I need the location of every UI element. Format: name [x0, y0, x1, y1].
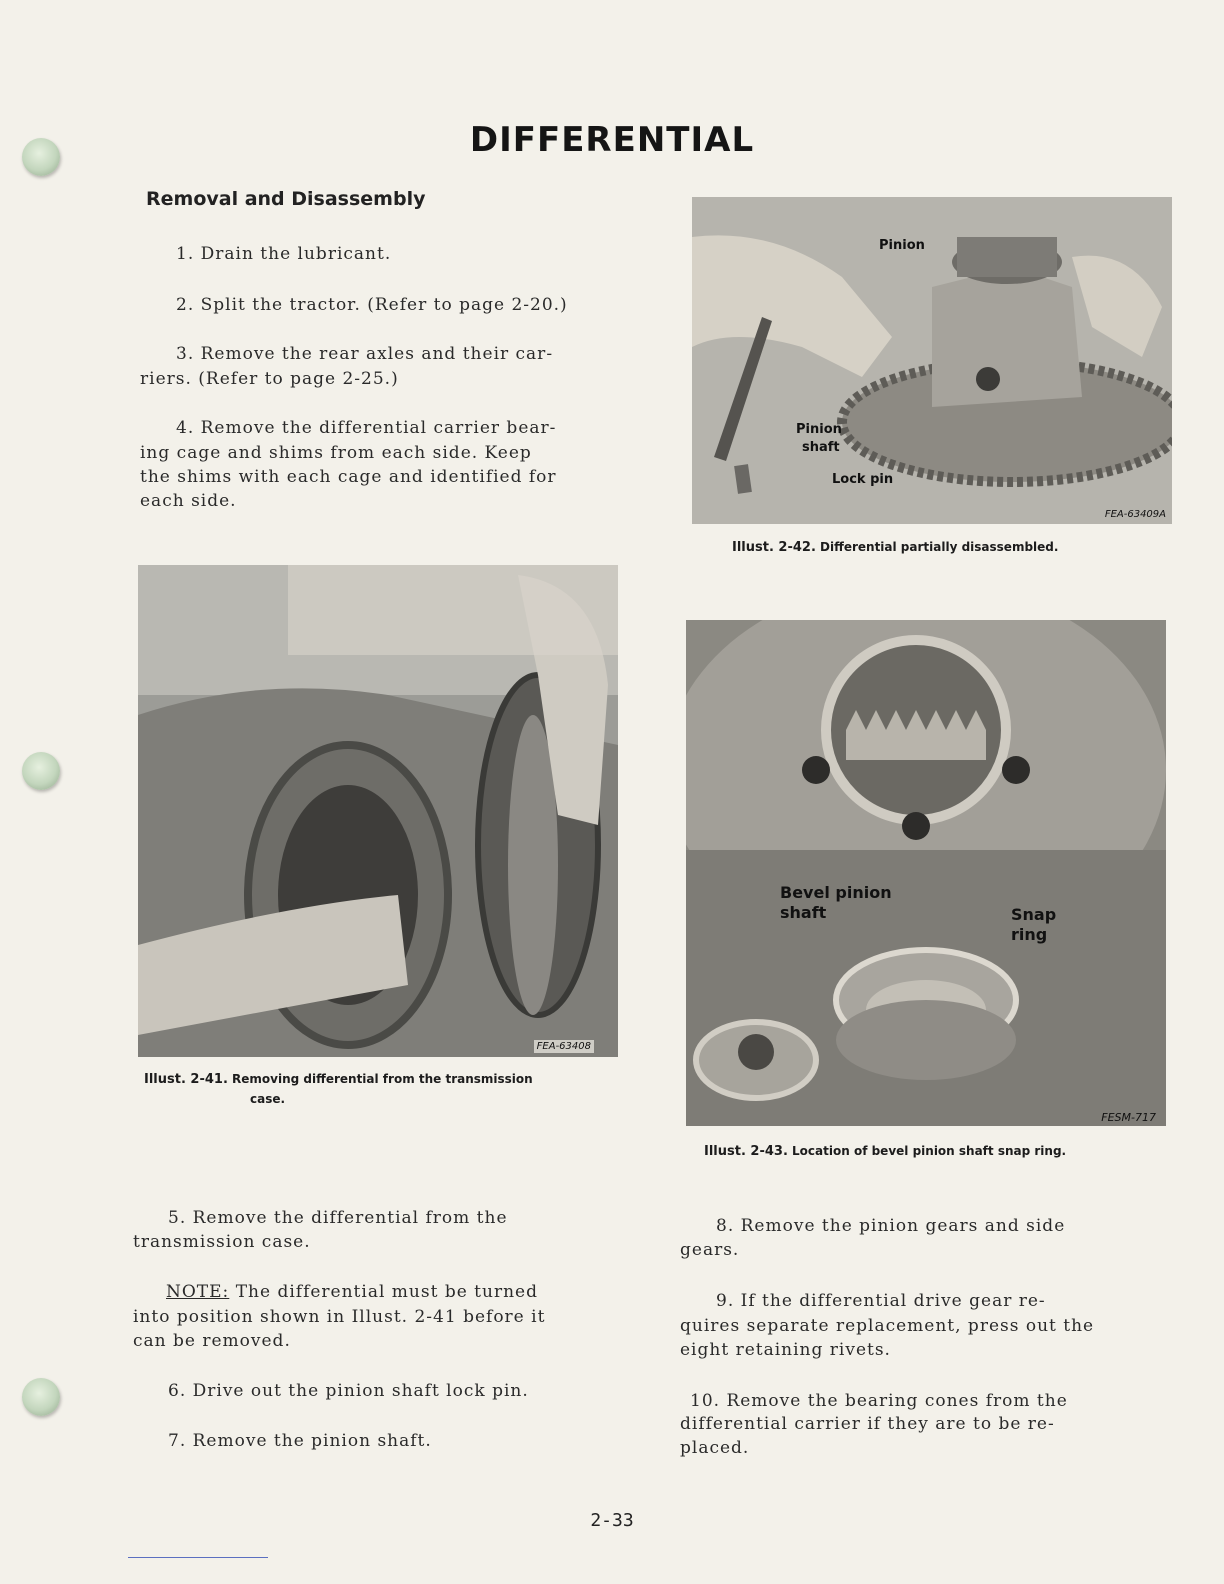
illustration-2-42-photo — [692, 197, 1172, 524]
caption-illust-2-43 — [704, 1142, 1066, 1161]
step-5-line-2: transmission case. — [133, 1232, 311, 1252]
figure-code-fea-63409a: FEA-63409A — [1104, 509, 1166, 520]
callout-bevel-pinion-line-1: Bevel pinion — [780, 883, 892, 902]
step-4-line-4: each side. — [140, 491, 237, 511]
callout-snap-ring-line-2: ring — [1011, 925, 1048, 944]
note-line-3: can be removed. — [133, 1331, 291, 1351]
step-2: 2. Split the tractor. (Refer to page 2-20.) — [176, 295, 568, 315]
step-4-line-2: ing cage and shims from each side. Keep — [140, 443, 532, 463]
step-4-line-1: 4. Remove the differential carrier bear- — [176, 418, 557, 438]
illustration-2-43-photo — [686, 620, 1166, 1126]
photo-bevel-pinion-shaft-snap-ring — [686, 620, 1166, 1126]
note-text-1: The differential must be turned — [229, 1282, 538, 1302]
callout-pinion: Pinion — [879, 238, 925, 253]
step-3-line-1: 3. Remove the rear axles and their car- — [176, 344, 554, 364]
step-10-line-2: differential carrier if they are to be re- — [680, 1414, 1055, 1434]
figure-code-fesm-717: FESM-717 — [1101, 1111, 1156, 1124]
caption-label-2-42: Illust. 2-42. — [732, 540, 816, 555]
caption-text-2-41: Removing differential from the transmission — [232, 1072, 533, 1086]
callout-pinion-shaft-line-2: shaft — [802, 440, 840, 455]
caption-label-2-43: Illust. 2-43. — [704, 1144, 788, 1159]
caption-illust-2-42 — [732, 538, 1058, 557]
page-number: 2-33 — [590, 1510, 634, 1531]
step-8-line-2: gears. — [680, 1240, 740, 1260]
step-3-line-2: riers. (Refer to page 2-25.) — [140, 369, 399, 389]
callout-pinion-shaft-line-1: Pinion — [796, 422, 842, 437]
callout-lock-pin: Lock pin — [832, 472, 894, 487]
callout-snap-ring-line-1: Snap — [1011, 905, 1057, 924]
step-9-line-1: 9. If the differential drive gear re- — [716, 1291, 1046, 1311]
illustration-2-41-photo — [138, 565, 618, 1057]
caption-label-2-41: Illust. 2-41. — [144, 1072, 228, 1087]
photo-removing-differential — [138, 565, 618, 1057]
step-6: 6. Drive out the pinion shaft lock pin. — [168, 1381, 529, 1401]
photo-differential-partially-disassembled — [692, 197, 1172, 524]
note-label: NOTE: — [166, 1282, 230, 1302]
page-title: DIFFERENTIAL — [469, 120, 755, 160]
caption-text-2-43: Location of bevel pinion shaft snap ring. — [792, 1144, 1067, 1158]
step-4-line-3: the shims with each cage and identified for — [140, 467, 557, 487]
note-line-1 — [166, 1280, 538, 1304]
footer-rule — [128, 1557, 268, 1558]
step-5-line-1: 5. Remove the differential from the — [168, 1208, 508, 1228]
step-10-line-1: 10. Remove the bearing cones from the — [690, 1391, 1068, 1411]
binder-hole-bottom — [22, 1378, 60, 1416]
section-heading: Removal and Disassembly — [146, 188, 426, 210]
step-9-line-2: quires separate replacement, press out the — [680, 1316, 1095, 1336]
callout-bevel-pinion-line-2: shaft — [780, 903, 827, 922]
step-10-line-3: placed. — [680, 1438, 750, 1458]
step-8-line-1: 8. Remove the pinion gears and side — [716, 1216, 1066, 1236]
caption-2-41-line-2: case. — [250, 1092, 286, 1106]
step-1: 1. Drain the lubricant. — [176, 244, 392, 264]
note-line-2: into position shown in Illust. 2-41 before it — [133, 1307, 546, 1327]
caption-illust-2-41 — [144, 1070, 614, 1089]
step-7: 7. Remove the pinion shaft. — [168, 1431, 432, 1451]
figure-code-fea-63408: FEA-63408 — [534, 1040, 594, 1053]
step-9-line-3: eight retaining rivets. — [680, 1340, 891, 1360]
caption-text-2-42: Differential partially disassembled. — [820, 540, 1059, 554]
binder-hole-middle — [22, 752, 60, 790]
